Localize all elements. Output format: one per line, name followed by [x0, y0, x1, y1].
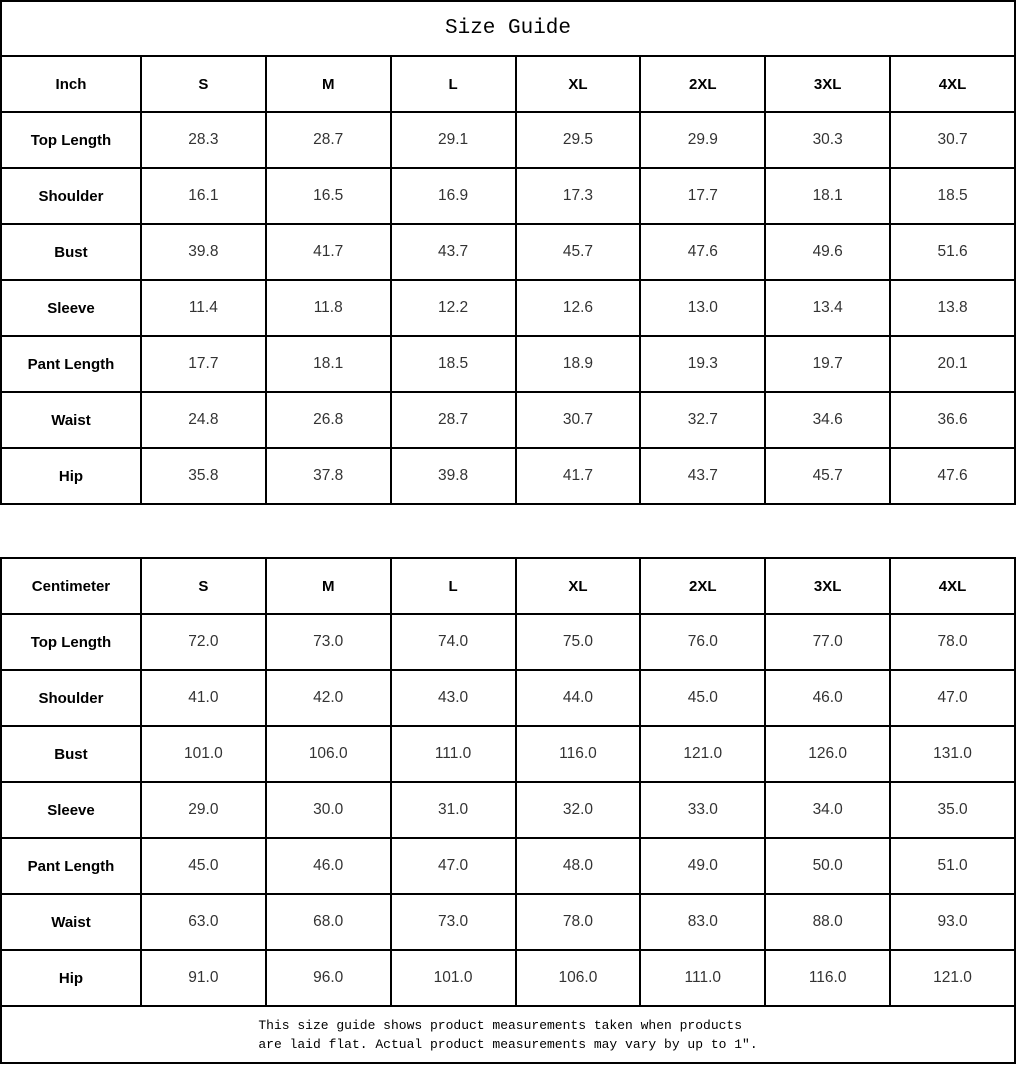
size-header-cell: M — [266, 558, 391, 614]
measurement-value: 46.0 — [266, 838, 391, 894]
table-row — [1, 838, 1015, 894]
measurement-value: 18.9 — [516, 336, 641, 392]
measurement-value: 44.0 — [516, 670, 641, 726]
table-header-row — [1, 56, 1015, 112]
table-row — [1, 224, 1015, 280]
measurement-value: 13.0 — [640, 280, 765, 336]
measurement-value: 13.4 — [765, 280, 890, 336]
measurement-value: 17.7 — [141, 336, 266, 392]
measurement-value: 29.0 — [141, 782, 266, 838]
measurement-value: 78.0 — [890, 614, 1015, 670]
measurement-value: 47.0 — [890, 670, 1015, 726]
measurement-value: 12.6 — [516, 280, 641, 336]
measurement-value: 20.1 — [890, 336, 1015, 392]
measurement-value: 46.0 — [765, 670, 890, 726]
measurement-value: 39.8 — [391, 448, 516, 504]
table-row — [1, 280, 1015, 336]
measurement-value: 11.8 — [266, 280, 391, 336]
size-table-inch — [0, 55, 1016, 505]
measurement-value: 33.0 — [640, 782, 765, 838]
measurement-value: 36.6 — [890, 392, 1015, 448]
measurement-value: 16.1 — [141, 168, 266, 224]
measurement-value: 18.1 — [765, 168, 890, 224]
size-header-cell: S — [141, 56, 266, 112]
measurement-value: 37.8 — [266, 448, 391, 504]
measurement-value: 72.0 — [141, 614, 266, 670]
table-row — [1, 448, 1015, 504]
measurement-value: 47.6 — [890, 448, 1015, 504]
measurement-value: 96.0 — [266, 950, 391, 1006]
measurement-value: 34.6 — [765, 392, 890, 448]
measurement-value: 47.0 — [391, 838, 516, 894]
measurement-value: 30.0 — [266, 782, 391, 838]
measurement-value: 77.0 — [765, 614, 890, 670]
measurement-value: 30.7 — [516, 392, 641, 448]
table-gap — [0, 505, 1016, 557]
measurement-value: 51.0 — [890, 838, 1015, 894]
measurement-value: 11.4 — [141, 280, 266, 336]
measurement-value: 111.0 — [640, 950, 765, 1006]
table-row — [1, 168, 1015, 224]
measurement-value: 49.6 — [765, 224, 890, 280]
measurement-value: 42.0 — [266, 670, 391, 726]
measurement-value: 45.7 — [516, 224, 641, 280]
measurement-value: 131.0 — [890, 726, 1015, 782]
measurement-value: 32.7 — [640, 392, 765, 448]
measurement-label: Waist — [1, 392, 141, 448]
size-header-cell: L — [391, 558, 516, 614]
measurement-value: 41.7 — [266, 224, 391, 280]
measurement-value: 126.0 — [765, 726, 890, 782]
measurement-value: 28.7 — [266, 112, 391, 168]
measurement-label: Waist — [1, 894, 141, 950]
measurement-value: 35.8 — [141, 448, 266, 504]
size-header-cell: 3XL — [765, 56, 890, 112]
measurement-label: Sleeve — [1, 782, 141, 838]
table-row — [1, 392, 1015, 448]
footer-note-text — [258, 1016, 757, 1054]
measurement-value: 121.0 — [640, 726, 765, 782]
measurement-label: Shoulder — [1, 670, 141, 726]
table-row — [1, 336, 1015, 392]
measurement-value: 41.0 — [141, 670, 266, 726]
measurement-value: 18.5 — [391, 336, 516, 392]
measurement-value: 12.2 — [391, 280, 516, 336]
size-header-cell: S — [141, 558, 266, 614]
table-row — [1, 670, 1015, 726]
measurement-value: 111.0 — [391, 726, 516, 782]
measurement-value: 73.0 — [391, 894, 516, 950]
size-header-cell: 4XL — [890, 558, 1015, 614]
measurement-value: 49.0 — [640, 838, 765, 894]
measurement-label: Bust — [1, 224, 141, 280]
measurement-value: 24.8 — [141, 392, 266, 448]
measurement-value: 35.0 — [890, 782, 1015, 838]
size-header-cell: 3XL — [765, 558, 890, 614]
measurement-value: 106.0 — [516, 950, 641, 1006]
measurement-value: 32.0 — [516, 782, 641, 838]
measurement-value: 93.0 — [890, 894, 1015, 950]
measurement-value: 74.0 — [391, 614, 516, 670]
measurement-value: 63.0 — [141, 894, 266, 950]
table-row — [1, 726, 1015, 782]
measurement-value: 29.9 — [640, 112, 765, 168]
measurement-label: Top Length — [1, 112, 141, 168]
footer-note-line-1: This size guide shows product measurements taken when products — [258, 1017, 743, 1033]
measurement-value: 43.7 — [391, 224, 516, 280]
size-header-cell: L — [391, 56, 516, 112]
measurement-value: 34.0 — [765, 782, 890, 838]
size-header-cell: XL — [516, 56, 641, 112]
measurement-value: 121.0 — [890, 950, 1015, 1006]
measurement-value: 45.0 — [141, 838, 266, 894]
measurement-label: Bust — [1, 726, 141, 782]
table-row — [1, 894, 1015, 950]
unit-header-cell: Centimeter — [1, 558, 141, 614]
size-table-centimeter — [0, 557, 1016, 1007]
measurement-label: Top Length — [1, 614, 141, 670]
footer-note — [0, 1005, 1016, 1064]
measurement-value: 78.0 — [516, 894, 641, 950]
measurement-value: 31.0 — [391, 782, 516, 838]
size-header-cell: XL — [516, 558, 641, 614]
measurement-value: 116.0 — [516, 726, 641, 782]
measurement-value: 101.0 — [141, 726, 266, 782]
size-header-cell: 2XL — [640, 56, 765, 112]
measurement-value: 45.0 — [640, 670, 765, 726]
page-title: Size Guide — [0, 0, 1016, 57]
measurement-value: 48.0 — [516, 838, 641, 894]
measurement-value: 29.5 — [516, 112, 641, 168]
measurement-value: 18.5 — [890, 168, 1015, 224]
measurement-value: 106.0 — [266, 726, 391, 782]
measurement-value: 51.6 — [890, 224, 1015, 280]
size-header-cell: 4XL — [890, 56, 1015, 112]
measurement-value: 26.8 — [266, 392, 391, 448]
size-header-cell: M — [266, 56, 391, 112]
measurement-label: Shoulder — [1, 168, 141, 224]
measurement-value: 116.0 — [765, 950, 890, 1006]
measurement-value: 16.5 — [266, 168, 391, 224]
measurement-label: Hip — [1, 448, 141, 504]
size-header-cell: 2XL — [640, 558, 765, 614]
footer-note-line-2: are laid flat. Actual product measurements may vary by up to 1″. — [258, 1036, 758, 1052]
measurement-value: 83.0 — [640, 894, 765, 950]
table-row — [1, 950, 1015, 1006]
measurement-label: Pant Length — [1, 838, 141, 894]
measurement-value: 50.0 — [765, 838, 890, 894]
measurement-label: Pant Length — [1, 336, 141, 392]
measurement-value: 39.8 — [141, 224, 266, 280]
measurement-value: 41.7 — [516, 448, 641, 504]
measurement-value: 28.7 — [391, 392, 516, 448]
measurement-value: 73.0 — [266, 614, 391, 670]
measurement-value: 30.7 — [890, 112, 1015, 168]
measurement-value: 17.7 — [640, 168, 765, 224]
unit-header-cell: Inch — [1, 56, 141, 112]
measurement-value: 19.7 — [765, 336, 890, 392]
measurement-value: 91.0 — [141, 950, 266, 1006]
measurement-value: 47.6 — [640, 224, 765, 280]
measurement-value: 101.0 — [391, 950, 516, 1006]
measurement-value: 13.8 — [890, 280, 1015, 336]
measurement-value: 18.1 — [266, 336, 391, 392]
measurement-value: 16.9 — [391, 168, 516, 224]
measurement-value: 17.3 — [516, 168, 641, 224]
measurement-value: 30.3 — [765, 112, 890, 168]
measurement-value: 45.7 — [765, 448, 890, 504]
measurement-value: 88.0 — [765, 894, 890, 950]
measurement-value: 75.0 — [516, 614, 641, 670]
table-row — [1, 782, 1015, 838]
measurement-value: 76.0 — [640, 614, 765, 670]
measurement-value: 43.7 — [640, 448, 765, 504]
table-header-row — [1, 558, 1015, 614]
measurement-value: 29.1 — [391, 112, 516, 168]
measurement-label: Hip — [1, 950, 141, 1006]
measurement-value: 19.3 — [640, 336, 765, 392]
measurement-value: 28.3 — [141, 112, 266, 168]
measurement-value: 43.0 — [391, 670, 516, 726]
measurement-label: Sleeve — [1, 280, 141, 336]
table-row — [1, 112, 1015, 168]
table-row — [1, 614, 1015, 670]
measurement-value: 68.0 — [266, 894, 391, 950]
